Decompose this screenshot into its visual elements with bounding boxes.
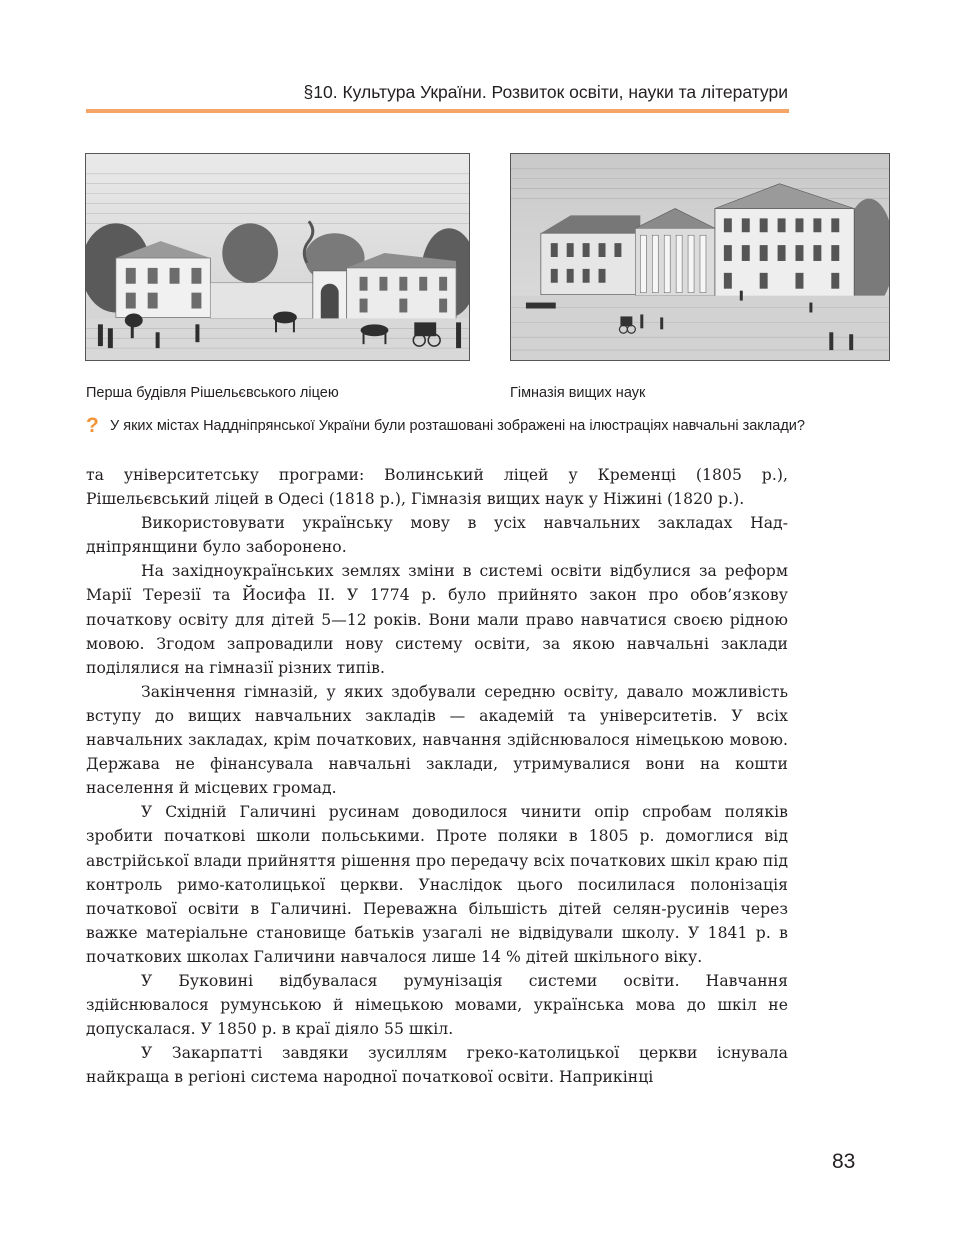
- paragraph: На західноукраїнських землях зміни в системі освіти відбулися за реформ Марії Терезії та Йосифа ІІ. У 1774 р. було прийнято закон про обов’язкову початкову освіту для дітей 5—12 років. Вони мали право навчатися своєю рідною мовою. Згодом запровадили нову систему освіти, за якою навчальні заклади поділялися на гімназії різних типів.: [86, 562, 788, 677]
- paragraph: та університетську програми: Волинський ліцей у Кременці (1805 р.), Рішельєвський ліцей в Одесі (1818 р.), Гімназія вищих наук у Ніжині (1820 р.).: [86, 466, 788, 509]
- paragraph: У Буковині відбувалася румунізація системи освіти. Навчання здійснювалося румунською й німецькою мовами, українська мова до шкіл не допускалася. У 1850 р. в краї діяло 55 шкіл.: [86, 971, 788, 1039]
- richelieu-lyceum-illustration: [85, 153, 470, 361]
- figure-caption-gymnasium: Гімназія вищих наук: [510, 385, 646, 401]
- question-mark-icon: ?: [86, 414, 99, 437]
- figure-caption-richelieu-lyceum: Перша будівля Рішельєвського ліцею: [86, 385, 339, 401]
- paragraph: Закінчення гімназій, у яких здобували середню освіту, давало можливість вступу до вищих навчальних закладів — академій та університетів. У всіх навчальних закладах, крім початкових, навчання здійснювалося німецькою мовою. Держава не фінансувала навчальні заклади, утримувалися вони на кошти населення й місцевих громад.: [86, 682, 788, 798]
- paragraph: У Східній Галичині русинам доводилося чинити опір спробам поляків зробити початкові школи польськими. Проте поляки в 1805 р. домоглися від австрійської влади прийняття рішення про передачу всіх початкових шкіл краю під контроль римо-католицької церкви. Унаслідок цього посилилася полонізація початкової освіти в Галичині. Переважна більшість дітей селян-русинів через важке матеріальне становище батьків узагалі не відвідували школу. У 1841 р. в початкових школах Галичини навчалося лише 14 % дітей шкільного віку.: [86, 803, 788, 966]
- main-text: [86, 463, 788, 1089]
- header-divider: [86, 109, 789, 113]
- page-number: 83: [832, 1150, 856, 1173]
- paragraph: Використовувати українську мову в усіх навчальних закладах Наддніпрянщини було заборонено.: [86, 514, 788, 557]
- running-header: §10. Культура України. Розвиток освіти, науки та літератури: [303, 82, 788, 102]
- review-question: [86, 414, 906, 438]
- gymnasium-higher-sciences-illustration: [510, 153, 890, 361]
- paragraph: У Закарпатті завдяки зусиллям греко-католицької церкви існувала найкраща в регіоні система народної початкової освіти. Наприкінці: [86, 1044, 788, 1087]
- question-text: У яких містах Наддніпрянської України були розташовані зображені на ілюстраціях навчальні заклади?: [110, 418, 805, 434]
